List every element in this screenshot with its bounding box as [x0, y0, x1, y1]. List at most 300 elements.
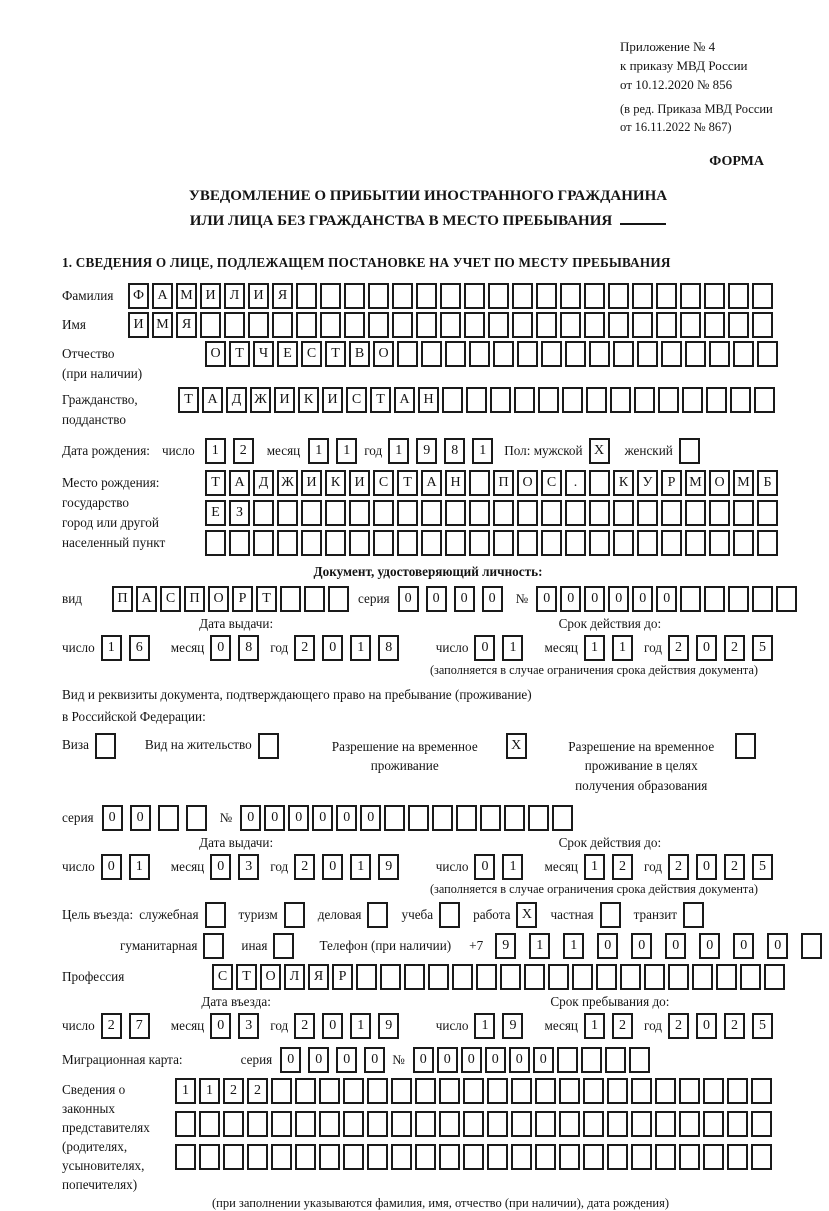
- char-cell[interactable]: [631, 1144, 652, 1170]
- char-cell[interactable]: У: [637, 470, 658, 496]
- char-cell[interactable]: [373, 530, 394, 556]
- char-cell[interactable]: [589, 470, 610, 496]
- char-cell[interactable]: [583, 1144, 604, 1170]
- char-cell[interactable]: [680, 586, 701, 612]
- char-cell[interactable]: [277, 530, 298, 556]
- char-cell[interactable]: [541, 341, 562, 367]
- char-cell[interactable]: Н: [418, 387, 439, 413]
- char-cell[interactable]: [704, 312, 725, 338]
- char-cell[interactable]: [392, 312, 413, 338]
- char-cell[interactable]: [607, 1144, 628, 1170]
- char-cell[interactable]: 0: [130, 805, 151, 831]
- char-cell[interactable]: [511, 1111, 532, 1137]
- char-cell[interactable]: [565, 341, 586, 367]
- char-cell[interactable]: [661, 341, 682, 367]
- char-cell[interactable]: [175, 1144, 196, 1170]
- char-cell[interactable]: [511, 1144, 532, 1170]
- char-cell[interactable]: [247, 1144, 268, 1170]
- char-cell[interactable]: Т: [397, 470, 418, 496]
- char-cell[interactable]: [589, 530, 610, 556]
- char-cell[interactable]: 1: [502, 854, 523, 880]
- char-cell[interactable]: [668, 964, 689, 990]
- char-cell[interactable]: [223, 1111, 244, 1137]
- char-cell[interactable]: [730, 387, 751, 413]
- char-cell[interactable]: [596, 964, 617, 990]
- char-cell[interactable]: М: [152, 312, 173, 338]
- char-cell[interactable]: [728, 586, 749, 612]
- purpose-business-checkbox[interactable]: [367, 902, 388, 928]
- char-cell[interactable]: [644, 964, 665, 990]
- char-cell[interactable]: [272, 312, 293, 338]
- char-cell[interactable]: И: [248, 283, 269, 309]
- char-cell[interactable]: .: [565, 470, 586, 496]
- char-cell[interactable]: З: [229, 500, 250, 526]
- char-cell[interactable]: [655, 1078, 676, 1104]
- char-cell[interactable]: [253, 530, 274, 556]
- char-cell[interactable]: [776, 586, 797, 612]
- char-cell[interactable]: [514, 387, 535, 413]
- char-cell[interactable]: [325, 500, 346, 526]
- char-cell[interactable]: Т: [236, 964, 257, 990]
- char-cell[interactable]: [463, 1111, 484, 1137]
- char-cell[interactable]: [391, 1078, 412, 1104]
- char-cell[interactable]: [356, 964, 377, 990]
- char-cell[interactable]: 0: [767, 933, 788, 959]
- char-cell[interactable]: [757, 341, 778, 367]
- char-cell[interactable]: Н: [445, 470, 466, 496]
- char-cell[interactable]: 1: [472, 438, 493, 464]
- char-cell[interactable]: [349, 530, 370, 556]
- char-cell[interactable]: Я: [308, 964, 329, 990]
- char-cell[interactable]: 1: [129, 854, 150, 880]
- char-cell[interactable]: [199, 1111, 220, 1137]
- char-cell[interactable]: [490, 387, 511, 413]
- char-cell[interactable]: [557, 1047, 578, 1073]
- sex-female-checkbox[interactable]: [679, 438, 700, 464]
- char-cell[interactable]: [709, 341, 730, 367]
- purpose-work-checkbox[interactable]: X: [516, 902, 537, 928]
- char-cell[interactable]: Т: [325, 341, 346, 367]
- char-cell[interactable]: [295, 1144, 316, 1170]
- char-cell[interactable]: М: [685, 470, 706, 496]
- char-cell[interactable]: [229, 530, 250, 556]
- char-cell[interactable]: [632, 312, 653, 338]
- char-cell[interactable]: [752, 283, 773, 309]
- char-cell[interactable]: О: [208, 586, 229, 612]
- char-cell[interactable]: Я: [176, 312, 197, 338]
- char-cell[interactable]: 7: [129, 1013, 150, 1039]
- char-cell[interactable]: [608, 283, 629, 309]
- char-cell[interactable]: [703, 1144, 724, 1170]
- char-cell[interactable]: [517, 500, 538, 526]
- char-cell[interactable]: [480, 805, 501, 831]
- char-cell[interactable]: 0: [696, 1013, 717, 1039]
- char-cell[interactable]: [463, 1078, 484, 1104]
- char-cell[interactable]: [706, 387, 727, 413]
- char-cell[interactable]: 0: [608, 586, 629, 612]
- char-cell[interactable]: [325, 530, 346, 556]
- char-cell[interactable]: Л: [284, 964, 305, 990]
- char-cell[interactable]: [320, 312, 341, 338]
- char-cell[interactable]: [703, 1111, 724, 1137]
- char-cell[interactable]: [565, 500, 586, 526]
- char-cell[interactable]: [493, 530, 514, 556]
- char-cell[interactable]: [349, 500, 370, 526]
- char-cell[interactable]: [368, 283, 389, 309]
- char-cell[interactable]: [421, 530, 442, 556]
- char-cell[interactable]: [367, 1111, 388, 1137]
- char-cell[interactable]: С: [301, 341, 322, 367]
- char-cell[interactable]: [277, 500, 298, 526]
- char-cell[interactable]: 1: [350, 635, 371, 661]
- char-cell[interactable]: [716, 964, 737, 990]
- char-cell[interactable]: [445, 500, 466, 526]
- char-cell[interactable]: 0: [533, 1047, 554, 1073]
- char-cell[interactable]: [463, 1144, 484, 1170]
- char-cell[interactable]: Т: [256, 586, 277, 612]
- char-cell[interactable]: [512, 312, 533, 338]
- char-cell[interactable]: М: [176, 283, 197, 309]
- char-cell[interactable]: [271, 1111, 292, 1137]
- char-cell[interactable]: [304, 586, 325, 612]
- char-cell[interactable]: [733, 530, 754, 556]
- char-cell[interactable]: 2: [101, 1013, 122, 1039]
- char-cell[interactable]: [536, 283, 557, 309]
- char-cell[interactable]: А: [202, 387, 223, 413]
- char-cell[interactable]: [524, 964, 545, 990]
- char-cell[interactable]: 0: [461, 1047, 482, 1073]
- char-cell[interactable]: [679, 1144, 700, 1170]
- char-cell[interactable]: Л: [224, 283, 245, 309]
- char-cell[interactable]: [709, 530, 730, 556]
- char-cell[interactable]: [655, 1144, 676, 1170]
- char-cell[interactable]: 1: [612, 635, 633, 661]
- char-cell[interactable]: Я: [272, 283, 293, 309]
- char-cell[interactable]: [637, 530, 658, 556]
- char-cell[interactable]: [397, 530, 418, 556]
- char-cell[interactable]: [280, 586, 301, 612]
- char-cell[interactable]: [343, 1111, 364, 1137]
- char-cell[interactable]: А: [152, 283, 173, 309]
- char-cell[interactable]: [631, 1078, 652, 1104]
- char-cell[interactable]: [488, 283, 509, 309]
- char-cell[interactable]: Ч: [253, 341, 274, 367]
- char-cell[interactable]: 2: [294, 854, 315, 880]
- char-cell[interactable]: [456, 805, 477, 831]
- char-cell[interactable]: [685, 530, 706, 556]
- char-cell[interactable]: Е: [277, 341, 298, 367]
- char-cell[interactable]: [415, 1111, 436, 1137]
- char-cell[interactable]: [397, 500, 418, 526]
- char-cell[interactable]: [328, 586, 349, 612]
- char-cell[interactable]: [344, 283, 365, 309]
- char-cell[interactable]: [186, 805, 207, 831]
- char-cell[interactable]: [439, 1144, 460, 1170]
- char-cell[interactable]: [629, 1047, 650, 1073]
- char-cell[interactable]: [552, 805, 573, 831]
- char-cell[interactable]: 1: [101, 635, 122, 661]
- char-cell[interactable]: 1: [502, 635, 523, 661]
- char-cell[interactable]: 0: [560, 586, 581, 612]
- char-cell[interactable]: 0: [364, 1047, 385, 1073]
- char-cell[interactable]: [392, 283, 413, 309]
- char-cell[interactable]: [608, 312, 629, 338]
- char-cell[interactable]: 0: [733, 933, 754, 959]
- char-cell[interactable]: [391, 1111, 412, 1137]
- char-cell[interactable]: [464, 283, 485, 309]
- char-cell[interactable]: И: [274, 387, 295, 413]
- char-cell[interactable]: [751, 1144, 772, 1170]
- char-cell[interactable]: [541, 500, 562, 526]
- char-cell[interactable]: [610, 387, 631, 413]
- char-cell[interactable]: [488, 312, 509, 338]
- char-cell[interactable]: [247, 1111, 268, 1137]
- char-cell[interactable]: Д: [253, 470, 274, 496]
- char-cell[interactable]: [727, 1144, 748, 1170]
- char-cell[interactable]: 1: [350, 1013, 371, 1039]
- char-cell[interactable]: 8: [444, 438, 465, 464]
- char-cell[interactable]: 2: [247, 1078, 268, 1104]
- char-cell[interactable]: [504, 805, 525, 831]
- char-cell[interactable]: [175, 1111, 196, 1137]
- char-cell[interactable]: [205, 530, 226, 556]
- char-cell[interactable]: [466, 387, 487, 413]
- char-cell[interactable]: 0: [584, 586, 605, 612]
- char-cell[interactable]: [583, 1111, 604, 1137]
- char-cell[interactable]: [535, 1111, 556, 1137]
- char-cell[interactable]: [487, 1144, 508, 1170]
- char-cell[interactable]: [440, 283, 461, 309]
- char-cell[interactable]: [404, 964, 425, 990]
- char-cell[interactable]: [752, 586, 773, 612]
- char-cell[interactable]: Р: [332, 964, 353, 990]
- char-cell[interactable]: [613, 500, 634, 526]
- char-cell[interactable]: [476, 964, 497, 990]
- char-cell[interactable]: [415, 1078, 436, 1104]
- char-cell[interactable]: [320, 283, 341, 309]
- char-cell[interactable]: 0: [101, 854, 122, 880]
- residence-permit-checkbox[interactable]: [258, 733, 279, 759]
- char-cell[interactable]: О: [709, 470, 730, 496]
- char-cell[interactable]: [560, 312, 581, 338]
- char-cell[interactable]: 1: [584, 1013, 605, 1039]
- char-cell[interactable]: Т: [178, 387, 199, 413]
- char-cell[interactable]: [500, 964, 521, 990]
- char-cell[interactable]: [656, 283, 677, 309]
- char-cell[interactable]: И: [322, 387, 343, 413]
- char-cell[interactable]: [296, 312, 317, 338]
- char-cell[interactable]: [319, 1078, 340, 1104]
- char-cell[interactable]: [367, 1144, 388, 1170]
- char-cell[interactable]: 0: [336, 1047, 357, 1073]
- char-cell[interactable]: 0: [210, 854, 231, 880]
- char-cell[interactable]: М: [733, 470, 754, 496]
- char-cell[interactable]: [421, 341, 442, 367]
- char-cell[interactable]: [421, 500, 442, 526]
- char-cell[interactable]: Т: [370, 387, 391, 413]
- char-cell[interactable]: 0: [665, 933, 686, 959]
- purpose-study-checkbox[interactable]: [439, 902, 460, 928]
- char-cell[interactable]: [727, 1078, 748, 1104]
- purpose-transit-checkbox[interactable]: [683, 902, 704, 928]
- purpose-tourism-checkbox[interactable]: [284, 902, 305, 928]
- char-cell[interactable]: [658, 387, 679, 413]
- char-cell[interactable]: 3: [238, 854, 259, 880]
- char-cell[interactable]: [541, 530, 562, 556]
- char-cell[interactable]: 2: [612, 1013, 633, 1039]
- char-cell[interactable]: 0: [322, 854, 343, 880]
- char-cell[interactable]: 1: [584, 854, 605, 880]
- char-cell[interactable]: [319, 1144, 340, 1170]
- char-cell[interactable]: 0: [474, 635, 495, 661]
- char-cell[interactable]: [757, 530, 778, 556]
- char-cell[interactable]: [764, 964, 785, 990]
- char-cell[interactable]: [703, 1078, 724, 1104]
- char-cell[interactable]: 2: [724, 635, 745, 661]
- char-cell[interactable]: [380, 964, 401, 990]
- char-cell[interactable]: [295, 1078, 316, 1104]
- char-cell[interactable]: 1: [308, 438, 329, 464]
- temp-residence-checkbox[interactable]: X: [506, 733, 527, 759]
- char-cell[interactable]: [632, 283, 653, 309]
- char-cell[interactable]: [584, 283, 605, 309]
- char-cell[interactable]: [709, 500, 730, 526]
- char-cell[interactable]: [469, 530, 490, 556]
- visa-checkbox[interactable]: [95, 733, 116, 759]
- char-cell[interactable]: 9: [502, 1013, 523, 1039]
- char-cell[interactable]: Р: [661, 470, 682, 496]
- char-cell[interactable]: 0: [264, 805, 285, 831]
- char-cell[interactable]: 5: [752, 1013, 773, 1039]
- char-cell[interactable]: [469, 341, 490, 367]
- char-cell[interactable]: [656, 312, 677, 338]
- char-cell[interactable]: 0: [398, 586, 419, 612]
- char-cell[interactable]: С: [160, 586, 181, 612]
- char-cell[interactable]: 1: [336, 438, 357, 464]
- char-cell[interactable]: [679, 1078, 700, 1104]
- char-cell[interactable]: [655, 1111, 676, 1137]
- char-cell[interactable]: [536, 312, 557, 338]
- char-cell[interactable]: 9: [495, 933, 516, 959]
- char-cell[interactable]: 0: [322, 635, 343, 661]
- char-cell[interactable]: 5: [752, 854, 773, 880]
- char-cell[interactable]: [572, 964, 593, 990]
- char-cell[interactable]: 2: [233, 438, 254, 464]
- char-cell[interactable]: Ж: [250, 387, 271, 413]
- char-cell[interactable]: 1: [529, 933, 550, 959]
- char-cell[interactable]: 1: [388, 438, 409, 464]
- char-cell[interactable]: 0: [474, 854, 495, 880]
- char-cell[interactable]: [493, 500, 514, 526]
- char-cell[interactable]: 0: [288, 805, 309, 831]
- purpose-humanitarian-checkbox[interactable]: [203, 933, 224, 959]
- char-cell[interactable]: [344, 312, 365, 338]
- char-cell[interactable]: 2: [294, 1013, 315, 1039]
- char-cell[interactable]: В: [349, 341, 370, 367]
- char-cell[interactable]: 0: [696, 635, 717, 661]
- char-cell[interactable]: [620, 964, 641, 990]
- char-cell[interactable]: [416, 283, 437, 309]
- char-cell[interactable]: [158, 805, 179, 831]
- char-cell[interactable]: 0: [336, 805, 357, 831]
- char-cell[interactable]: И: [200, 283, 221, 309]
- char-cell[interactable]: 0: [102, 805, 123, 831]
- char-cell[interactable]: К: [325, 470, 346, 496]
- char-cell[interactable]: [343, 1078, 364, 1104]
- char-cell[interactable]: [445, 530, 466, 556]
- char-cell[interactable]: [200, 312, 221, 338]
- char-cell[interactable]: [535, 1078, 556, 1104]
- char-cell[interactable]: [605, 1047, 626, 1073]
- char-cell[interactable]: [271, 1144, 292, 1170]
- char-cell[interactable]: А: [136, 586, 157, 612]
- char-cell[interactable]: П: [112, 586, 133, 612]
- char-cell[interactable]: Т: [229, 341, 250, 367]
- char-cell[interactable]: [685, 500, 706, 526]
- char-cell[interactable]: 9: [416, 438, 437, 464]
- char-cell[interactable]: [589, 500, 610, 526]
- char-cell[interactable]: 0: [308, 1047, 329, 1073]
- char-cell[interactable]: [682, 387, 703, 413]
- char-cell[interactable]: [408, 805, 429, 831]
- char-cell[interactable]: 0: [536, 586, 557, 612]
- char-cell[interactable]: К: [613, 470, 634, 496]
- char-cell[interactable]: [445, 341, 466, 367]
- purpose-private-checkbox[interactable]: [600, 902, 621, 928]
- char-cell[interactable]: [559, 1111, 580, 1137]
- char-cell[interactable]: [511, 1078, 532, 1104]
- char-cell[interactable]: 6: [129, 635, 150, 661]
- char-cell[interactable]: [391, 1144, 412, 1170]
- temp-residence-education-checkbox[interactable]: [735, 733, 756, 759]
- char-cell[interactable]: [733, 500, 754, 526]
- char-cell[interactable]: 0: [696, 854, 717, 880]
- char-cell[interactable]: [439, 1078, 460, 1104]
- char-cell[interactable]: [487, 1111, 508, 1137]
- char-cell[interactable]: [692, 964, 713, 990]
- char-cell[interactable]: [661, 500, 682, 526]
- char-cell[interactable]: [517, 341, 538, 367]
- char-cell[interactable]: [512, 283, 533, 309]
- char-cell[interactable]: [586, 387, 607, 413]
- char-cell[interactable]: 0: [360, 805, 381, 831]
- char-cell[interactable]: 2: [612, 854, 633, 880]
- char-cell[interactable]: П: [184, 586, 205, 612]
- char-cell[interactable]: 2: [668, 635, 689, 661]
- char-cell[interactable]: [685, 341, 706, 367]
- char-cell[interactable]: [637, 341, 658, 367]
- char-cell[interactable]: [757, 500, 778, 526]
- char-cell[interactable]: О: [517, 470, 538, 496]
- char-cell[interactable]: [343, 1144, 364, 1170]
- char-cell[interactable]: [560, 283, 581, 309]
- char-cell[interactable]: 1: [205, 438, 226, 464]
- char-cell[interactable]: А: [421, 470, 442, 496]
- char-cell[interactable]: [271, 1078, 292, 1104]
- char-cell[interactable]: 0: [210, 1013, 231, 1039]
- char-cell[interactable]: 9: [378, 854, 399, 880]
- char-cell[interactable]: 2: [294, 635, 315, 661]
- char-cell[interactable]: 8: [378, 635, 399, 661]
- char-cell[interactable]: С: [346, 387, 367, 413]
- char-cell[interactable]: 0: [210, 635, 231, 661]
- char-cell[interactable]: [680, 283, 701, 309]
- char-cell[interactable]: 0: [322, 1013, 343, 1039]
- char-cell[interactable]: [439, 1111, 460, 1137]
- char-cell[interactable]: 0: [631, 933, 652, 959]
- char-cell[interactable]: 0: [632, 586, 653, 612]
- char-cell[interactable]: [428, 964, 449, 990]
